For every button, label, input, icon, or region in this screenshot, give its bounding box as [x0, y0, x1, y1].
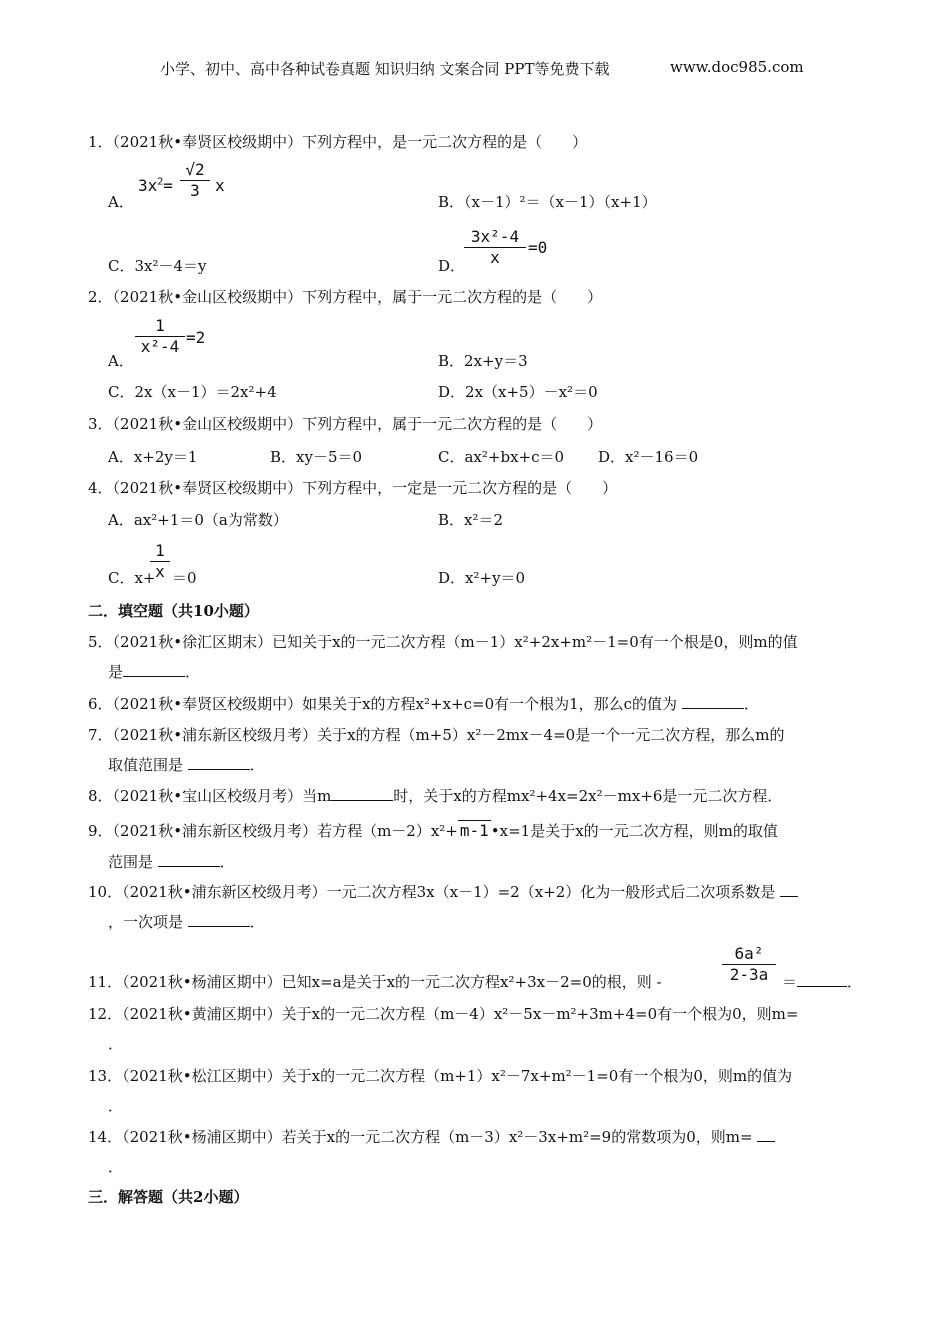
- q1-option-b: B．（x－1）²＝（x－1）（x+1）: [438, 193, 657, 211]
- answer-blank[interactable]: [188, 912, 250, 927]
- question-3-stem: 3．（2021秋•金山区校级期中）下列方程中，属于一元二次方程的是（ ）: [88, 415, 603, 433]
- answer-blank[interactable]: [188, 755, 250, 770]
- question-7-line2: 取值范围是 ．: [108, 756, 265, 774]
- q2-option-c: C．2x（x－1）＝2x²+4: [108, 383, 277, 401]
- question-11-answer: ＝ ．: [782, 973, 863, 991]
- q1-option-a-right: x: [215, 176, 225, 195]
- q3-option-d: D．x²－16＝0: [598, 448, 699, 466]
- q4-option-a: A．ax²+1＝0（a为常数）: [108, 511, 288, 529]
- q2-option-b: B．2x+y＝3: [438, 352, 528, 370]
- question-13-line2: ．: [108, 1097, 124, 1115]
- answer-blank[interactable]: [780, 882, 798, 897]
- q2-option-d: D．2x（x+5）－x²＝0: [438, 383, 598, 401]
- question-2-stem: 2．（2021秋•金山区校级期中）下列方程中，属于一元二次方程的是（ ）: [88, 288, 603, 306]
- question-11: 11．（2021秋•杨浦区期中）已知x=a是关于x的一元二次方程x²+3x－2=0的根，则 -: [88, 973, 662, 991]
- question-10-line1: 10．（2021秋•浦东新区校级月考）一元二次方程3x（x－1）=2（x+2）化为一般形式后二次项系数是: [88, 882, 798, 902]
- q11-fraction: [722, 944, 776, 985]
- section-3-title: 三．解答题（共2小题）: [88, 1188, 249, 1206]
- section-2-title: 二．填空题（共10小题）: [88, 602, 259, 620]
- q1-option-a-numerator: √2: [185, 160, 205, 179]
- question-1-stem: 1．（2021秋•奉贤区校级期中）下列方程中，是一元二次方程的是（ ）: [88, 133, 588, 151]
- question-14-line1: 14．（2021秋•杨浦区期中）若关于x的一元二次方程（m－3）x²－3x+m²=9的常数项为0，则m=: [88, 1127, 775, 1147]
- answer-blank[interactable]: [331, 786, 393, 801]
- q1-option-c: C．3x²－4＝y: [108, 257, 207, 275]
- q1-option-a-left: $3x^2=$: [138, 176, 173, 195]
- q2-option-a-denominator: x²-4: [140, 337, 180, 356]
- q1-option-d-fraction: [464, 227, 526, 268]
- question-13-line1: 13．（2021秋•松江区期中）关于x的一元二次方程（m+1）x²－7x+m²－1=0有一个根为0，则m的值为: [88, 1067, 793, 1085]
- q11-numerator: 6a²: [734, 944, 764, 963]
- question-8: 8．（2021秋•宝山区校级月考）当m 时，关于x的方程mx²+4x=2x²－mx+6是一元二次方程．: [88, 787, 783, 805]
- question-5-line1: 5．（2021秋•徐汇区期末）已知关于x的一元二次方程（m－1）x²+2x+m²－1=0有一个根是0，则m的值: [88, 633, 798, 651]
- q1-option-d-label: D．: [438, 257, 466, 275]
- q2-option-a-fraction: [135, 316, 185, 357]
- q1-option-d-numerator: 3x²-4: [470, 227, 520, 246]
- answer-blank[interactable]: [797, 972, 847, 987]
- q1-option-d-denominator: x: [490, 248, 500, 267]
- answer-blank[interactable]: [158, 852, 220, 867]
- q9-sqrt: m-1: [459, 821, 489, 840]
- q4-option-b: B．x²＝2: [438, 511, 504, 529]
- q4-option-c-right: ＝0: [172, 569, 197, 587]
- question-14-line2: ．: [108, 1158, 124, 1176]
- q4-option-d: D．x²+y＝0: [438, 569, 526, 587]
- answer-blank[interactable]: [757, 1127, 775, 1142]
- answer-blank[interactable]: [682, 694, 744, 709]
- q1-option-a-label: A．: [108, 193, 134, 211]
- q2-option-a-numerator: 1: [155, 316, 165, 335]
- question-9-line1: 9．（2021秋•浦东新区校级月考）若方程（m－2）x²+ m-1 •x=1是关于x的一元二次方程，则m的取值: [88, 821, 778, 840]
- header-site-link[interactable]: www.doc985.com: [670, 58, 804, 76]
- q3-option-b: B．xy－5＝0: [270, 448, 363, 466]
- q3-option-a: A．x+2y＝1: [108, 448, 198, 466]
- q4-option-c-denominator: x: [155, 562, 165, 581]
- question-5-line2: 是 ．: [108, 663, 201, 681]
- question-10-line2: ，一次项是 ．: [108, 913, 265, 931]
- question-4-stem: 4．（2021秋•奉贤区校级期中）下列方程中，一定是一元二次方程的是（ ）: [88, 479, 618, 497]
- q4-option-c-fraction: [150, 541, 170, 582]
- question-7-line1: 7．（2021秋•浦东新区校级月考）关于x的方程（m+5）x²－2mx－4=0是一个一元二次方程，那么m的: [88, 726, 785, 744]
- q2-option-a-label: A．: [108, 352, 134, 370]
- question-12-line1: 12．（2021秋•黄浦区期中）关于x的一元二次方程（m－4）x²－5x－m²+3m+4=0有一个根为0，则m=: [88, 1005, 799, 1023]
- answer-blank[interactable]: [123, 662, 185, 677]
- q1-option-a-fraction: [180, 160, 210, 201]
- question-9-line2: 范围是 ．: [108, 853, 235, 871]
- question-6: 6．（2021秋•奉贤区校级期中）如果关于x的方程x²+x+c=0有一个根为1，那么c的值为 ．: [88, 695, 759, 713]
- header-banner: 小学、初中、高中各种试卷真题 知识归纳 文案合同 PPT等免费下载: [160, 60, 610, 78]
- q3-option-c: C．ax²+bx+c＝0: [438, 448, 565, 466]
- q2-option-a-right: =2: [186, 328, 206, 347]
- q4-option-c-numerator: 1: [155, 541, 165, 560]
- q1-option-a-denominator: 3: [190, 181, 200, 200]
- q4-option-c-label: C．x+: [108, 569, 156, 587]
- q1-option-d-right: =0: [528, 238, 548, 257]
- q11-denominator: 2-3a: [729, 965, 769, 984]
- question-12-line2: ．: [108, 1035, 124, 1053]
